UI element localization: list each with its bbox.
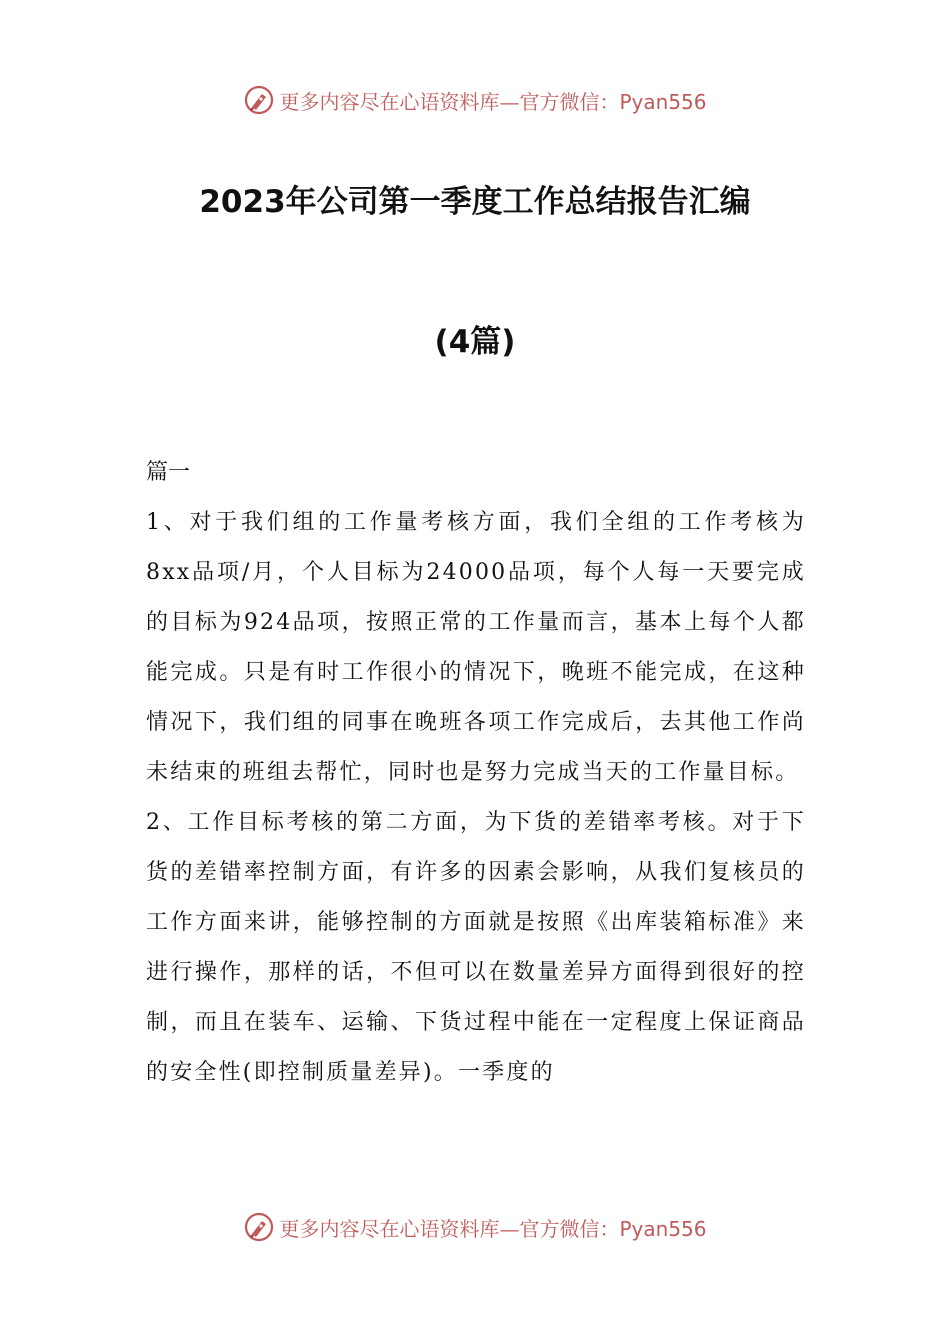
document-body: [146, 448, 806, 1098]
footer-watermark: [0, 1211, 950, 1243]
pen-nib-logo-icon: [243, 1211, 275, 1243]
document-title: 2023年公司第一季度工作总结报告汇编: [199, 184, 751, 220]
paragraph-1: 1、对于我们组的工作量考核方面，我们全组的工作考核为8xx品项/月，个人目标为24000品项，每个人每一天要完成的目标为924品项，按照正常的工作量而言，基本上每个人都能完成。只是有时工作很小的情况下，晚班不能完成，在这种情况下，我们组的同事在晚班各项工作完成后，去其他工作尚未结束的班组去帮忙，同时也是努力完成当天的工作量目标。: [146, 510, 806, 785]
document-subtitle: (4篇): [434, 324, 516, 360]
paragraph-2: 2、工作目标考核的第二方面，为下货的差错率考核。对于下货的差错率控制方面，有许多的因素会影响，从我们复核员的工作方面来讲，能够控制的方面就是按照《出库装箱标准》来进行操作，那样的话，不但可以在数量差异方面得到很好的控制，而且在装车、运输、下货过程中能在一定程度上保证商品的安全性(即控制质量差异)。一季度的: [146, 810, 806, 1085]
pen-nib-logo-icon: [243, 84, 275, 116]
watermark-text: 更多内容尽在心语资料库—官方微信：Pyan556: [279, 1216, 707, 1241]
header-watermark: [0, 84, 950, 116]
watermark-wechat-id: Pyan556: [619, 1216, 707, 1241]
watermark-wechat-id: Pyan556: [619, 89, 707, 114]
section-label: 篇一: [146, 460, 191, 485]
watermark-text: 更多内容尽在心语资料库—官方微信：Pyan556: [279, 89, 707, 114]
